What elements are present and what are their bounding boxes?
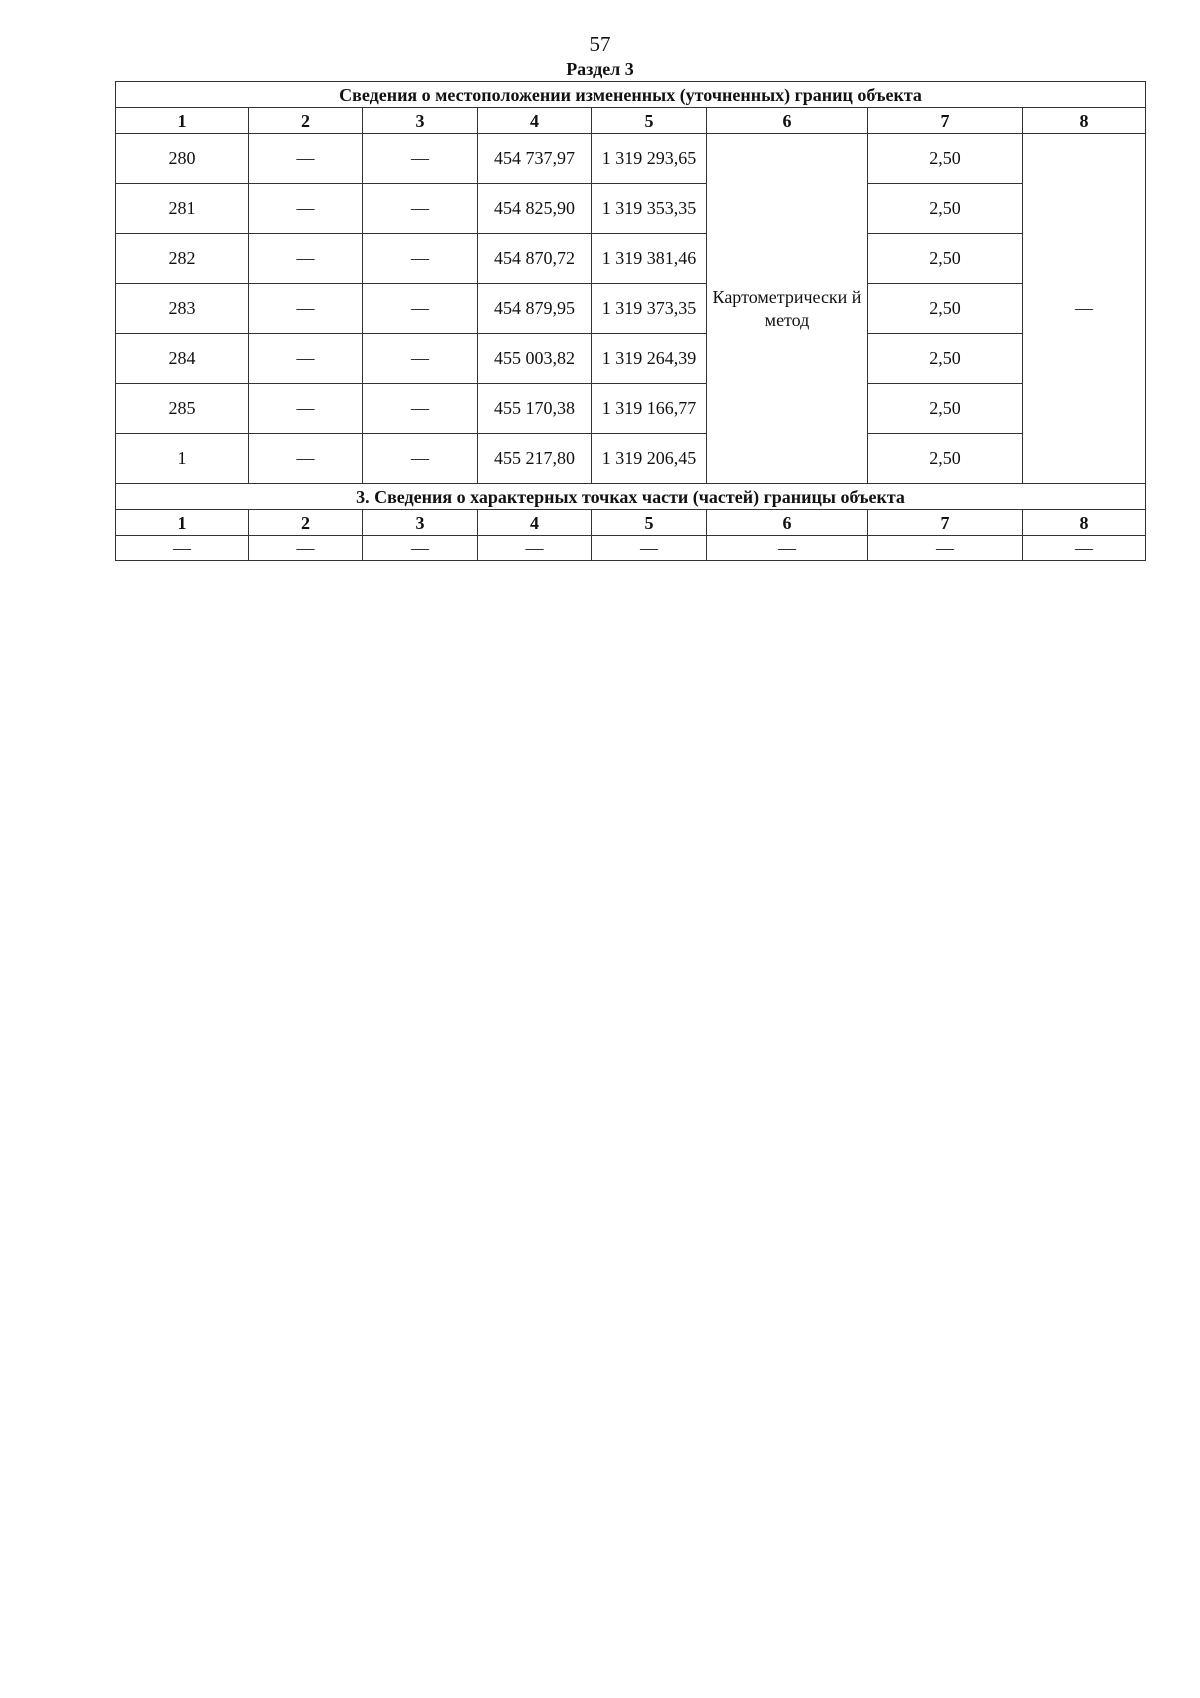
- column-header: 2: [249, 510, 363, 536]
- page-number: 57: [589, 32, 611, 56]
- table-row: [116, 184, 1146, 234]
- point-number: 285: [116, 384, 249, 434]
- table-row: [116, 334, 1146, 384]
- part-cell: —: [116, 536, 249, 561]
- boundary-table: [115, 81, 1146, 561]
- column-header: 5: [592, 108, 707, 134]
- table-row: [116, 234, 1146, 284]
- table-row: [116, 284, 1146, 334]
- accuracy: 2,50: [868, 434, 1023, 484]
- new-y: 1 319 353,35: [592, 184, 707, 234]
- old-x: —: [249, 434, 363, 484]
- column-header: 8: [1023, 510, 1146, 536]
- column-header: 6: [707, 108, 868, 134]
- point-number: 283: [116, 284, 249, 334]
- column-header: 2: [249, 108, 363, 134]
- old-y: —: [363, 234, 478, 284]
- old-y: —: [363, 384, 478, 434]
- part-title-row: [116, 484, 1146, 510]
- accuracy: 2,50: [868, 384, 1023, 434]
- old-x: —: [249, 284, 363, 334]
- column-header: 6: [707, 510, 868, 536]
- table-title-row: [116, 82, 1146, 108]
- accuracy: 2,50: [868, 334, 1023, 384]
- column-header: 1: [116, 108, 249, 134]
- column-header: 5: [592, 510, 707, 536]
- old-y: —: [363, 134, 478, 184]
- column-header: 7: [868, 108, 1023, 134]
- column-header: 3: [363, 510, 478, 536]
- table-row: [116, 434, 1146, 484]
- old-x: —: [249, 184, 363, 234]
- old-y: —: [363, 434, 478, 484]
- new-x: 454 737,97: [478, 134, 592, 184]
- part-row: [116, 536, 1146, 561]
- new-x: 455 170,38: [478, 384, 592, 434]
- new-y: 1 319 166,77: [592, 384, 707, 434]
- part-cell: —: [363, 536, 478, 561]
- old-x: —: [249, 384, 363, 434]
- accuracy: 2,50: [868, 234, 1023, 284]
- old-y: —: [363, 184, 478, 234]
- method-cell: Картометрически й метод: [707, 134, 868, 484]
- part-header-row: [116, 510, 1146, 536]
- part-cell: —: [249, 536, 363, 561]
- point-number: 280: [116, 134, 249, 184]
- point-number: 282: [116, 234, 249, 284]
- column-header: 1: [116, 510, 249, 536]
- part-cell: —: [478, 536, 592, 561]
- part-cell: —: [707, 536, 868, 561]
- new-y: 1 319 373,35: [592, 284, 707, 334]
- section-title: Раздел 3: [566, 59, 634, 79]
- old-x: —: [249, 334, 363, 384]
- old-x: —: [249, 134, 363, 184]
- column-header: 4: [478, 510, 592, 536]
- new-x: 455 217,80: [478, 434, 592, 484]
- table-title: Сведения о местоположении измененных (уточненных) границ объекта: [116, 82, 1146, 108]
- column-header: 4: [478, 108, 592, 134]
- new-y: 1 319 293,65: [592, 134, 707, 184]
- accuracy: 2,50: [868, 184, 1023, 234]
- accuracy: 2,50: [868, 134, 1023, 184]
- old-y: —: [363, 334, 478, 384]
- part-cell: —: [868, 536, 1023, 561]
- new-y: 1 319 264,39: [592, 334, 707, 384]
- column-header: 3: [363, 108, 478, 134]
- old-x: —: [249, 234, 363, 284]
- point-number: 281: [116, 184, 249, 234]
- new-y: 1 319 206,45: [592, 434, 707, 484]
- new-x: 454 870,72: [478, 234, 592, 284]
- new-x: 454 879,95: [478, 284, 592, 334]
- new-x: 455 003,82: [478, 334, 592, 384]
- old-y: —: [363, 284, 478, 334]
- new-x: 454 825,90: [478, 184, 592, 234]
- point-number: 284: [116, 334, 249, 384]
- part-cell: —: [1023, 536, 1146, 561]
- column-header: 7: [868, 510, 1023, 536]
- table-row: [116, 384, 1146, 434]
- part-cell: —: [592, 536, 707, 561]
- description-cell: —: [1023, 134, 1146, 484]
- column-header: 8: [1023, 108, 1146, 134]
- accuracy: 2,50: [868, 284, 1023, 334]
- part-title: 3. Сведения о характерных точках части (частей) границы объекта: [116, 484, 1146, 510]
- point-number: 1: [116, 434, 249, 484]
- table-header-row: [116, 108, 1146, 134]
- new-y: 1 319 381,46: [592, 234, 707, 284]
- table-row: [116, 134, 1146, 184]
